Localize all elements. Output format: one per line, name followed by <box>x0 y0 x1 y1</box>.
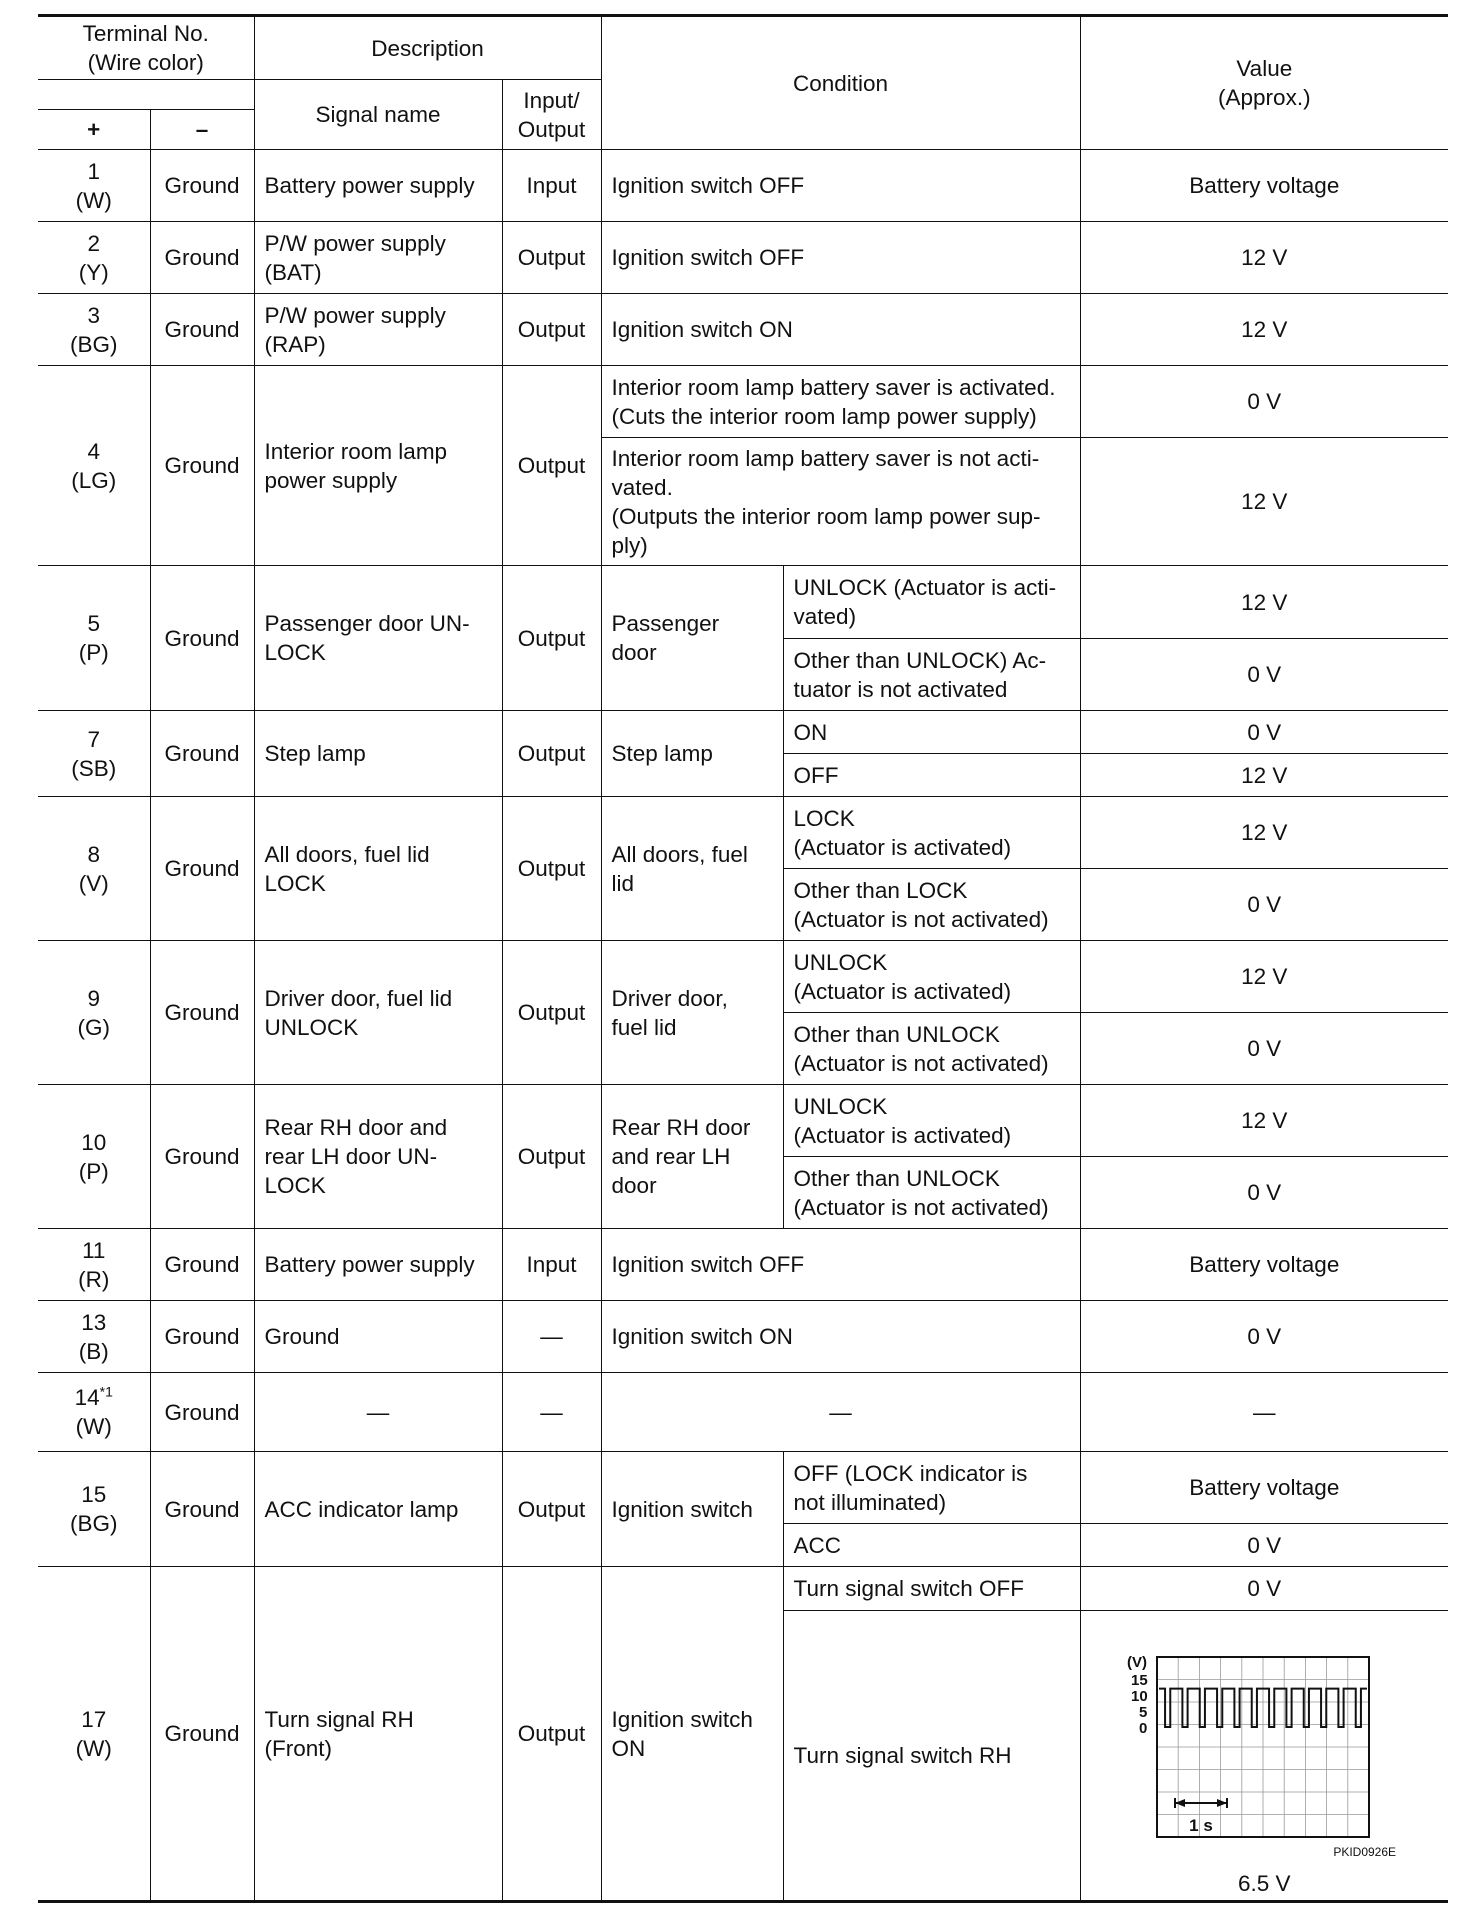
terminal-cell: 9 (G) <box>38 941 150 1085</box>
time-scale-marker <box>1175 1798 1227 1808</box>
signal-cell: Passenger door UN- LOCK <box>254 566 502 711</box>
terminal-cell: 17 (W) <box>38 1567 150 1902</box>
ground-cell: Ground <box>150 294 254 366</box>
io-cell: Input <box>502 150 601 222</box>
subcondition-cell: Turn signal switch OFF <box>783 1567 1080 1611</box>
signal-cell: P/W power supply (BAT) <box>254 222 502 294</box>
ground-cell: Ground <box>150 1301 254 1373</box>
table-row <box>38 222 1448 294</box>
terminal-cell: 4 (LG) <box>38 366 150 566</box>
signal-cell: Battery power supply <box>254 1229 502 1301</box>
subcondition-cell: Other than UNLOCK (Actuator is not activated) <box>783 1157 1080 1229</box>
subcondition-cell: Turn signal switch RH <box>783 1611 1080 1902</box>
ground-cell: Ground <box>150 797 254 941</box>
value-cell: 0 V <box>1080 869 1448 941</box>
value-cell: 0 V <box>1080 1524 1448 1567</box>
terminal-cell: 2 (Y) <box>38 222 150 294</box>
value-cell: Battery voltage <box>1080 1452 1448 1524</box>
minus-header: – <box>150 110 254 150</box>
signal-name-header: Signal name <box>254 80 502 150</box>
io-cell: Input <box>502 1229 601 1301</box>
value-cell: 12 V <box>1080 294 1448 366</box>
waveform-ytick: 0 <box>1139 1720 1148 1737</box>
table-row <box>38 366 1448 438</box>
value-cell: 0 V <box>1080 1301 1448 1373</box>
value-cell: 0 V <box>1080 1013 1448 1085</box>
footnote-marker: *1 <box>99 1383 113 1400</box>
io-cell: Output <box>502 222 601 294</box>
value-cell: 0 V <box>1080 366 1448 438</box>
value-cell: 12 V <box>1080 754 1448 797</box>
value-header: Value (Approx.) <box>1080 16 1448 150</box>
value-cell: 0 V <box>1080 1567 1448 1611</box>
waveform-grid <box>1157 1657 1369 1837</box>
terminal-cell: 14$^{*1}$ (W) <box>38 1373 150 1452</box>
io-cell: Output <box>502 366 601 566</box>
value-cell: 12 V <box>1080 438 1448 566</box>
signal-cell: All doors, fuel lid LOCK <box>254 797 502 941</box>
condition-cell: Driver door, fuel lid <box>601 941 783 1085</box>
terminal-cell: 3 (BG) <box>38 294 150 366</box>
terminal-cell: 15 (BG) <box>38 1452 150 1567</box>
value-cell: — <box>1080 1373 1448 1452</box>
value-cell: 12 V <box>1080 1085 1448 1157</box>
table-row <box>38 1567 1448 1611</box>
io-cell: Output <box>502 941 601 1085</box>
terminal-table <box>38 14 1448 1903</box>
table-row <box>38 1085 1448 1157</box>
condition-cell: All doors, fuel lid <box>601 797 783 941</box>
condition-cell: Passenger door <box>601 566 783 711</box>
table-row <box>38 711 1448 754</box>
condition-header: Condition <box>601 16 1080 150</box>
ground-cell: Ground <box>150 1373 254 1452</box>
signal-cell: Driver door, fuel lid UNLOCK <box>254 941 502 1085</box>
condition-cell: Ignition switch OFF <box>601 1229 1080 1301</box>
value-cell: 12 V <box>1080 797 1448 869</box>
subcondition-cell: Other than LOCK (Actuator is not activated) <box>783 869 1080 941</box>
io-header: Input/ Output <box>502 80 601 150</box>
table-row <box>38 1229 1448 1301</box>
signal-cell: Ground <box>254 1301 502 1373</box>
io-cell: Output <box>502 1567 601 1902</box>
plus-header: + <box>38 110 150 150</box>
ground-cell: Ground <box>150 711 254 797</box>
signal-cell: P/W power supply (RAP) <box>254 294 502 366</box>
io-cell: Output <box>502 1085 601 1229</box>
value-cell: Battery voltage <box>1080 150 1448 222</box>
ground-cell: Ground <box>150 1567 254 1902</box>
condition-cell: Rear RH door and rear LH door <box>601 1085 783 1229</box>
value-cell: 0 V <box>1080 711 1448 754</box>
terminal-cell: 5 (P) <box>38 566 150 711</box>
condition-cell: Ignition switch ON <box>601 294 1080 366</box>
ground-cell: Ground <box>150 941 254 1085</box>
table-row <box>38 566 1448 639</box>
condition-cell: Ignition switch ON <box>601 1301 1080 1373</box>
terminal-cell: 7 (SB) <box>38 711 150 797</box>
condition-cell: Ignition switch OFF <box>601 222 1080 294</box>
ground-cell: Ground <box>150 1452 254 1567</box>
io-cell: Output <box>502 797 601 941</box>
condition-cell: Ignition switch OFF <box>601 150 1080 222</box>
subcondition-cell: UNLOCK (Actuator is activated) <box>783 941 1080 1013</box>
terminal-cell: 11 (R) <box>38 1229 150 1301</box>
io-cell: Output <box>502 711 601 797</box>
signal-cell: Battery power supply <box>254 150 502 222</box>
waveform-ytick: 10 <box>1131 1688 1148 1705</box>
signal-cell: Step lamp <box>254 711 502 797</box>
ground-cell: Ground <box>150 1085 254 1229</box>
table-row <box>38 941 1448 1013</box>
value-cell: 6.5 V <box>1238 1871 1291 1896</box>
io-cell: — <box>502 1373 601 1452</box>
terminal-cell: 1 (W) <box>38 150 150 222</box>
waveform-ytick: 15 <box>1131 1672 1148 1689</box>
io-cell: — <box>502 1301 601 1373</box>
terminal-cell: 8 (V) <box>38 797 150 941</box>
value-cell: 12 V <box>1080 222 1448 294</box>
figure-code: PKID0926E <box>1333 1845 1397 1859</box>
signal-cell: ACC indicator lamp <box>254 1452 502 1567</box>
waveform-unit-label: (V) <box>1127 1654 1148 1671</box>
signal-cell: Turn signal RH (Front) <box>254 1567 502 1902</box>
table-row <box>38 1373 1448 1452</box>
condition-cell: Ignition switch <box>601 1452 783 1567</box>
value-cell: Battery voltage <box>1080 1229 1448 1301</box>
io-cell: Output <box>502 1452 601 1567</box>
subcondition-cell: UNLOCK (Actuator is acti- vated) <box>783 566 1080 639</box>
subcondition-cell: OFF (LOCK indicator is not illuminated) <box>783 1452 1080 1524</box>
signal-cell: Rear RH door and rear LH door UN- LOCK <box>254 1085 502 1229</box>
subcondition-cell: OFF <box>783 754 1080 797</box>
terminal-cell: 13 (B) <box>38 1301 150 1373</box>
subcondition-cell: UNLOCK (Actuator is activated) <box>783 1085 1080 1157</box>
description-header: Description <box>254 16 601 80</box>
table-row <box>38 294 1448 366</box>
subcondition-cell: Other than UNLOCK) Ac- tuator is not activated <box>783 639 1080 711</box>
value-cell: 12 V <box>1080 566 1448 639</box>
ground-cell: Ground <box>150 150 254 222</box>
value-cell: 0 V <box>1080 639 1448 711</box>
ground-cell: Ground <box>150 222 254 294</box>
time-scale-label: 1 s <box>1189 1816 1214 1835</box>
io-cell: Output <box>502 566 601 711</box>
condition-cell: Ignition switch ON <box>601 1567 783 1902</box>
table-row <box>38 150 1448 222</box>
condition-cell: Step lamp <box>601 711 783 797</box>
signal-cell: — <box>254 1373 502 1452</box>
value-cell: 12 V <box>1080 941 1448 1013</box>
header-row-1 <box>38 16 1448 80</box>
terminal-no-header: Terminal No. (Wire color) <box>38 16 254 80</box>
terminal-cell: 10 (P) <box>38 1085 150 1229</box>
ground-cell: Ground <box>150 366 254 566</box>
table-row <box>38 1452 1448 1524</box>
subcondition-cell: Other than UNLOCK (Actuator is not activated) <box>783 1013 1080 1085</box>
condition-cell: Interior room lamp battery saver is activated. (Cuts the interior room lamp power supply) <box>601 366 1080 438</box>
ground-cell: Ground <box>150 1229 254 1301</box>
subcondition-cell: ON <box>783 711 1080 754</box>
waveform-cell <box>1080 1611 1448 1902</box>
subcondition-cell: LOCK (Actuator is activated) <box>783 797 1080 869</box>
ground-cell: Ground <box>150 566 254 711</box>
io-cell: Output <box>502 294 601 366</box>
terminal-header-gap <box>38 80 254 110</box>
waveform-ytick: 5 <box>1139 1704 1148 1721</box>
table-row <box>38 1301 1448 1373</box>
condition-cell: Interior room lamp battery saver is not acti- vated. (Outputs the interior room lamp power sup- ply) <box>601 438 1080 566</box>
value-cell: 0 V <box>1080 1157 1448 1229</box>
oscilloscope-waveform <box>1119 1651 1409 1841</box>
signal-cell: Interior room lamp power supply <box>254 366 502 566</box>
condition-cell: — <box>601 1373 1080 1452</box>
table-row <box>38 797 1448 869</box>
subcondition-cell: ACC <box>783 1524 1080 1567</box>
